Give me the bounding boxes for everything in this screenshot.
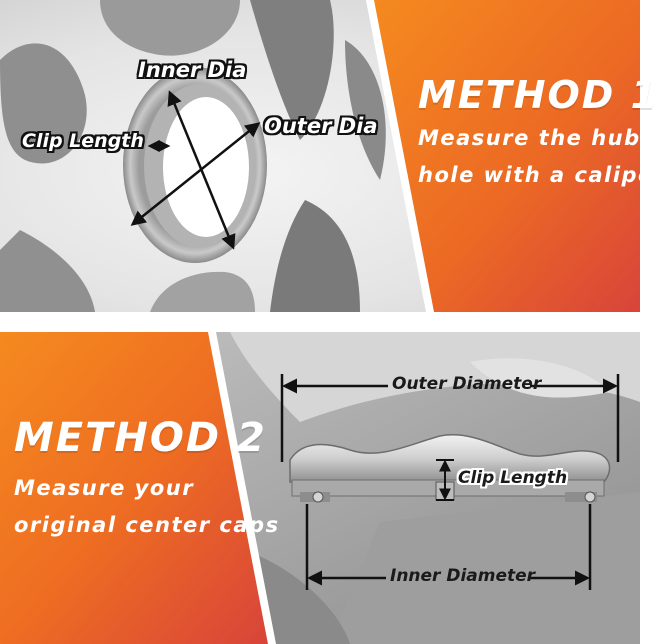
inner-diameter-label: Inner Diameter (390, 566, 536, 586)
method-1-line-1: Measure the hub (418, 126, 641, 150)
method-2-line-2: original center caps (14, 513, 280, 537)
outer-diameter-label: Outer Diameter (392, 374, 542, 394)
method-2-description (14, 470, 280, 544)
method-2-title: METHOD 2 (14, 415, 267, 461)
clip-length-label-2: Clip Length (458, 468, 568, 488)
inner-dia-label: Inner Dia (138, 58, 247, 82)
clip-length-label: Clip Length (22, 130, 144, 152)
outer-dia-label: Outer Dia (264, 114, 378, 138)
method-1-panel (0, 0, 666, 312)
method-1-line-2: hole with a caliper (418, 163, 666, 187)
method-2-panel (0, 332, 640, 644)
method-2-line-1: Measure your (14, 476, 195, 500)
method-1-description (418, 120, 666, 194)
method-1-title: METHOD 1 (418, 73, 660, 117)
